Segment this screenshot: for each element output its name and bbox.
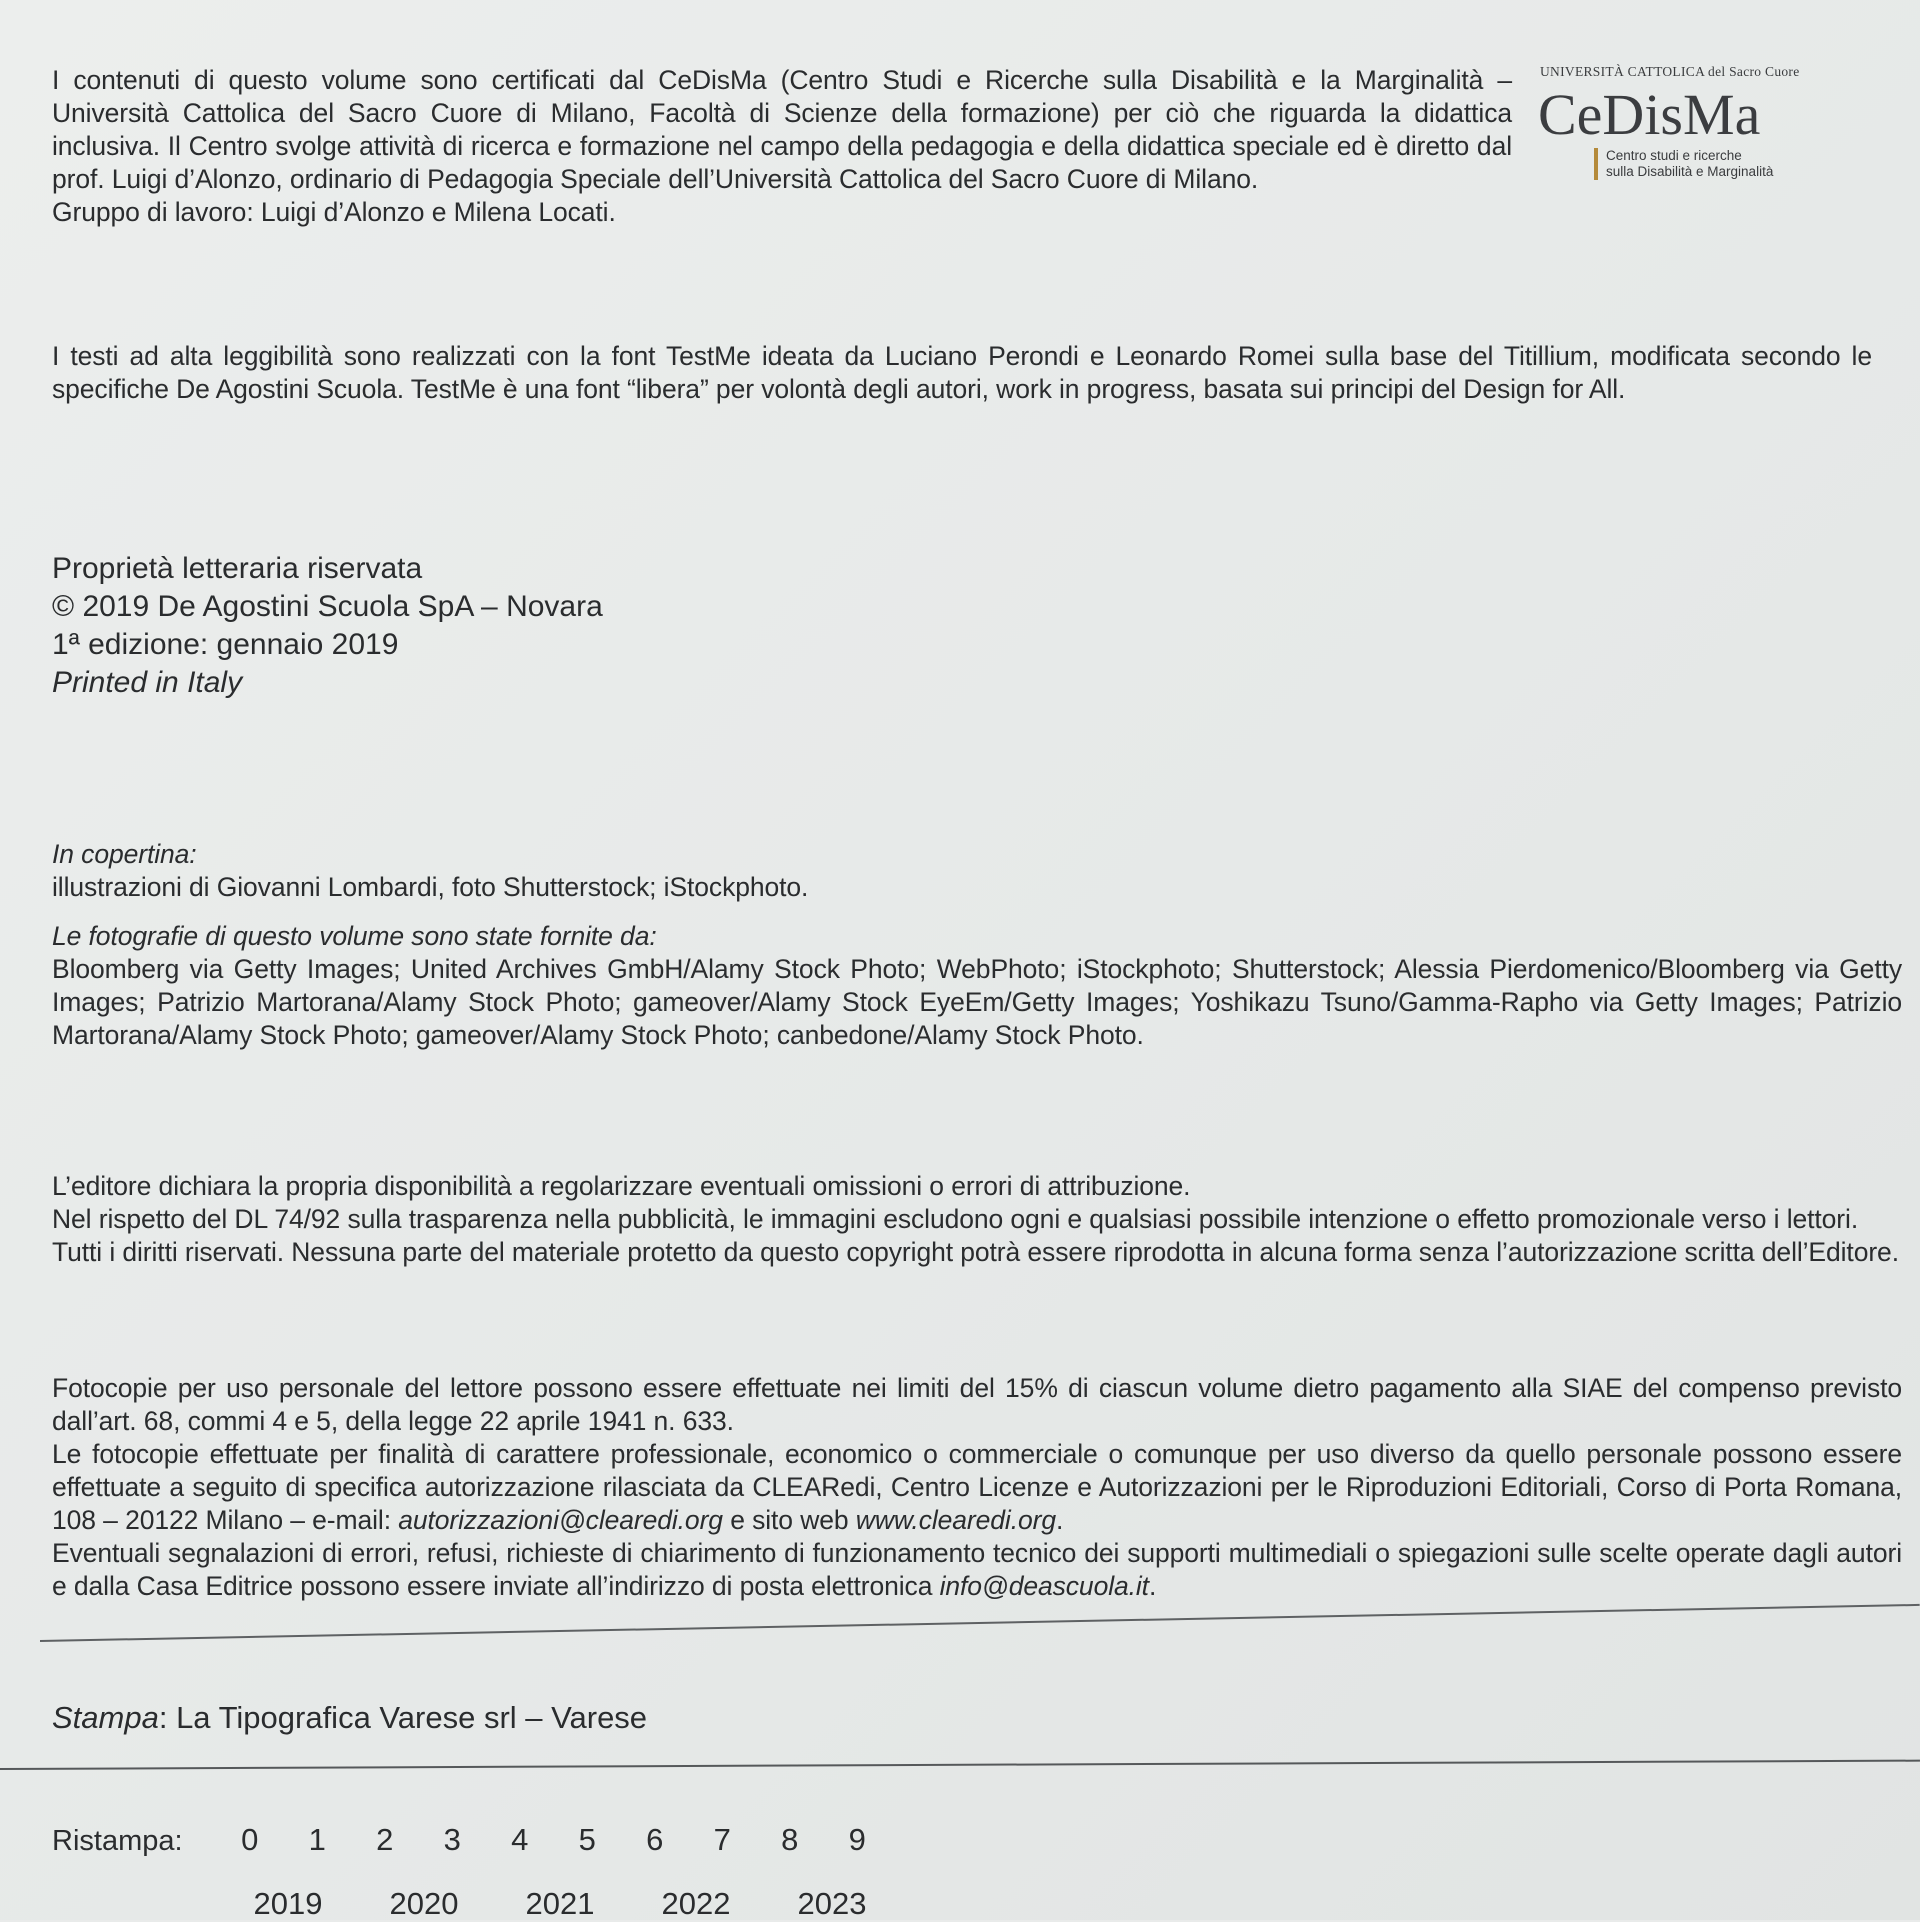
attribution-disclaimer: L’editore dichiara la propria disponibilità a regolarizzare eventuali omissioni o errori di attribuzione.: [52, 1171, 1191, 1201]
divider-bottom: [0, 1760, 1920, 1770]
printer-label: Stampa: [52, 1700, 159, 1735]
divider-top: [40, 1604, 1920, 1642]
reprint-year: 2019: [253, 1886, 323, 1921]
font-note-text: I testi ad alta leggibilità sono realizzati con la font TestMe ideata da Luciano Perondi e Leonardo Romei sulla base del Titillium, modificata secondo le specifiche De Agostini Scuola. TestMe è una font “libera” per volontà degli autori, work in progress, basata sui principi del Design for All.: [52, 341, 1872, 404]
error-reports: Eventuali segnalazioni di errori, refusi, richieste di chiarimento di funzionamento tecnico dei supporti multimediali o spiegazioni sulle scelte operate dagli autori e dalla Casa Editrice possono essere inviate all’indirizzo di posta elettronica info@deascuola.it.: [52, 1538, 1902, 1601]
font-note-block: [52, 340, 1872, 406]
reprint-digit: 6: [646, 1822, 664, 1857]
cover-credits-text: illustrazioni di Giovanni Lombardi, foto Shutterstock; iStockphoto.: [52, 872, 809, 902]
edition-line: 1ª edizione: gennaio 2019: [52, 628, 399, 661]
reprint-label: Ristampa:: [52, 1825, 183, 1857]
reprint-digit: 0: [241, 1822, 259, 1857]
certification-text: I contenuti di questo volume sono certificati dal CeDisMa (Centro Studi e Ricerche sulla Disabilità e la Marginalità – Università Cattolica del Sacro Cuore di Milano, Facoltà di Scienze della formazione) per ciò che riguarda la didattica inclusiva. Il Centro svolge attività di ricerca e formazione nel campo della pedagogia e della didattica speciale ed è diretto dal prof. Luigi d’Alonzo, ordinario di Pedagogia Speciale dell’Università Cattolica del Sacro Cuore di Milano.: [52, 65, 1512, 194]
reprint-year: 2023: [797, 1886, 867, 1921]
clearedi-website[interactable]: www.clearedi.org: [855, 1505, 1056, 1535]
photocopy-professional: Le fotocopie effettuate per finalità di carattere professionale, economico o commerciale o comunque per uso diverso da quello personale possono essere effettuate a seguito di specifica autorizzazione rilasciata da CLEARedi, Centro Licenze e Autorizzazioni per le Riproduzioni Editoriali, Corso di Porta Romana, 108 – 20122 Milano – e-mail: autorizzazioni@clearedi.org e sito web www.clearedi.org.: [52, 1439, 1902, 1535]
photo-credits-label: Le fotografie di questo volume sono state fornite da:: [52, 921, 657, 951]
reprint-digit: 7: [713, 1822, 731, 1857]
rights-reserved: Proprietà letteraria riservata: [52, 552, 423, 585]
reprint-row: [52, 1822, 891, 1858]
logo-accent-bar: [1594, 148, 1598, 180]
reprint-digits: [216, 1822, 891, 1858]
reprint-digit: 9: [848, 1822, 866, 1857]
logo-subtitle: [1594, 148, 1870, 180]
cedisma-logo: [1540, 64, 1870, 180]
photo-credits-block: [52, 920, 1902, 1052]
cover-label: In copertina:: [52, 839, 197, 869]
legal-block: [52, 1170, 1902, 1269]
rights-block: [52, 550, 603, 702]
printed-in-italy: Printed in Italy: [52, 666, 243, 699]
logo-university: UNIVERSITÀ CATTOLICA del Sacro Cuore: [1540, 64, 1800, 79]
clearedi-email[interactable]: autorizzazioni@clearedi.org: [398, 1505, 723, 1535]
printer-line: [52, 1700, 647, 1736]
reprint-digit: 3: [443, 1822, 461, 1857]
reprint-year: 2020: [389, 1886, 459, 1921]
deascuola-email[interactable]: info@deascuola.it: [939, 1571, 1149, 1601]
all-rights-reserved: Tutti i diritti riservati. Nessuna parte del materiale protetto da questo copyright potrà essere riprodotta in alcuna forma senza l’autorizzazione scritta dell’Editore.: [52, 1237, 1899, 1267]
logo-subtitle-line2: sulla Disabilità e Marginalità: [1606, 164, 1774, 179]
cover-credits-block: [52, 838, 1872, 904]
photo-credits-text: Bloomberg via Getty Images; United Archives GmbH/Alamy Stock Photo; WebPhoto; iStockphoto; Shutterstock; Alessia Pierdomenico/Bloomberg via Getty Images; Patrizio Martorana/Alamy Stock Photo; gameover/Alamy Stock EyeEm/Getty Images; Yoshikazu Tsuno/Gamma-Rapho via Getty Images; Patrizio Martorana/Alamy Stock Photo; gameover/Alamy Stock Photo; canbedone/Alamy Stock Photo.: [52, 954, 1902, 1050]
reprint-digit: 2: [376, 1822, 394, 1857]
reprint-digit: 8: [781, 1822, 799, 1857]
reprint-year: 2021: [525, 1886, 595, 1921]
reprint-digit: 1: [308, 1822, 326, 1857]
copyright-line: © 2019 De Agostini Scuola SpA – Novara: [52, 590, 603, 623]
certification-block: [52, 64, 1512, 229]
logo-name: CeDisMa: [1538, 82, 1761, 147]
working-group-text: Gruppo di lavoro: Luigi d’Alonzo e Milena Locati.: [52, 197, 616, 227]
photocopy-block: [52, 1372, 1902, 1603]
reprint-digit: 4: [511, 1822, 529, 1857]
photocopy-personal: Fotocopie per uso personale del lettore possono essere effettuate nei limiti del 15% di ciascun volume dietro pagamento alla SIAE del compenso previsto dall’art. 68, commi 4 e 5, della legge 22 aprile 1941 n. 633.: [52, 1373, 1902, 1436]
printer-name: : La Tipografica Varese srl – Varese: [158, 1700, 648, 1735]
reprint-years: [220, 1886, 900, 1922]
reprint-year: 2022: [661, 1886, 731, 1921]
logo-subtitle-line1: Centro studi e ricerche: [1606, 148, 1742, 163]
reprint-digit: 5: [578, 1822, 596, 1857]
advertising-disclaimer: Nel rispetto del DL 74/92 sulla trasparenza nella pubblicità, le immagini escludono ogni e qualsiasi possibile intenzione o effetto promozionale verso i lettori.: [52, 1204, 1859, 1234]
